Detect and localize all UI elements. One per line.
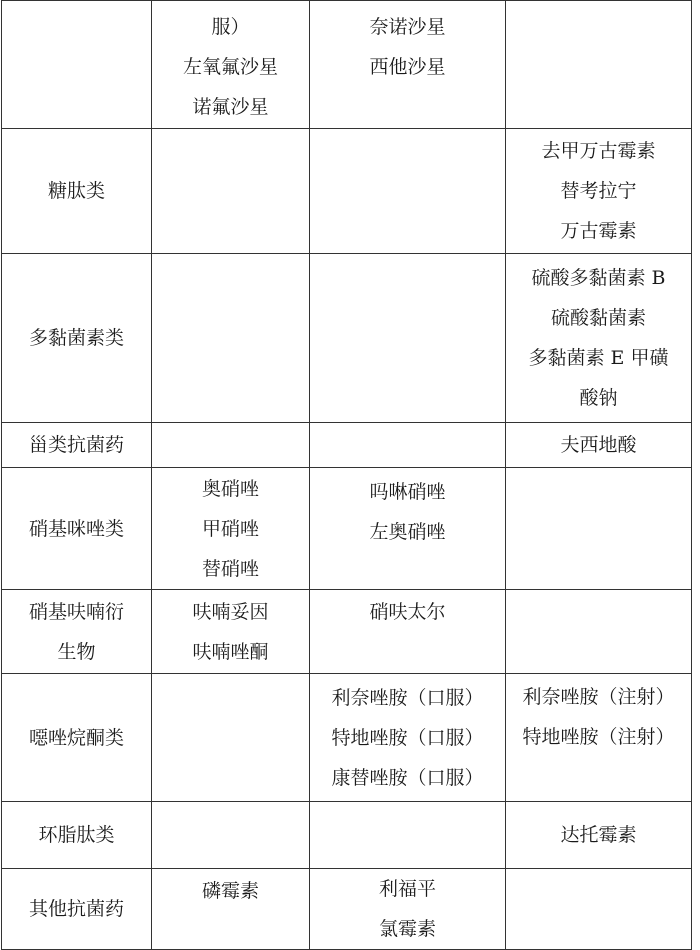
drug-name: 替硝唑 [201, 557, 259, 580]
drug-name: 奥硝唑 [201, 477, 259, 500]
drug-list-cell [310, 129, 506, 254]
drug-name: 西他沙星 [369, 56, 446, 78]
drug-name: 左奥硝唑 [369, 521, 446, 543]
drug-list-cell [310, 423, 506, 468]
drug-name: 达托霉素 [560, 824, 637, 846]
drug-name: 诺氟沙星 [192, 96, 269, 118]
drug-name: 利奈唑胺（注射） [522, 686, 675, 708]
drug-list-cell [310, 869, 506, 950]
category-label: 多黏菌素类 [28, 327, 124, 349]
table-row [2, 802, 692, 869]
category-cell [2, 590, 152, 674]
drug-list-cell [506, 869, 692, 950]
drug-name: 硝呋太尔 [369, 601, 446, 623]
category-label: 噁唑烷酮类 [28, 726, 124, 749]
category-cell [2, 468, 152, 590]
table-row [2, 468, 692, 590]
drug-name: 左氧氟沙星 [182, 56, 278, 78]
drug-list-cell [152, 590, 310, 674]
table-row [2, 129, 692, 254]
category-label: 硝基咪唑类 [28, 517, 124, 540]
drug-name: 去甲万古霉素 [541, 140, 656, 162]
category-label: 其他抗菌药 [28, 898, 124, 920]
drug-list-cell [506, 129, 692, 254]
category-label: 糖肽类 [47, 180, 105, 202]
drug-list-cell [506, 254, 692, 423]
drug-list-cell [310, 590, 506, 674]
drug-name: 吗啉硝唑 [369, 481, 446, 503]
drug-name: 特地唑胺（口服） [331, 726, 484, 749]
drug-list-cell [506, 423, 692, 468]
category-label: 硝基呋喃衍 [28, 600, 124, 623]
drug-name: 酸钠 [579, 387, 618, 409]
drug-name: 夫西地酸 [560, 434, 637, 456]
table-row [2, 423, 692, 468]
category-cell [2, 254, 152, 423]
drug-list-cell [152, 468, 310, 590]
category-cell [2, 802, 152, 869]
drug-list-cell [152, 254, 310, 423]
drug-name: 康替唑胺（口服） [331, 766, 484, 789]
drug-name: 磷霉素 [201, 880, 259, 902]
drug-classification-table [1, 0, 692, 950]
table-row [2, 254, 692, 423]
drug-name: 硫酸多黏菌素 B [531, 267, 666, 289]
category-cell [2, 674, 152, 802]
drug-name: 甲硝唑 [201, 517, 259, 540]
drug-list-cell [152, 129, 310, 254]
drug-name: 替考拉宁 [560, 180, 637, 202]
drug-name: 利奈唑胺（口服） [331, 686, 484, 709]
drug-name: 呋喃妥因 [192, 600, 269, 623]
drug-name: 氯霉素 [378, 918, 436, 940]
category-cell [2, 129, 152, 254]
drug-list-cell [310, 674, 506, 802]
category-cell [2, 869, 152, 950]
drug-list-cell [310, 254, 506, 423]
drug-name: 特地唑胺（注射） [522, 726, 675, 748]
drug-list-cell [506, 802, 692, 869]
drug-list-cell [152, 802, 310, 869]
drug-list-cell [310, 802, 506, 869]
category-cell [2, 1, 152, 129]
drug-list-cell [506, 468, 692, 590]
drug-name: 硫酸黏菌素 [550, 307, 646, 329]
table-row [2, 590, 692, 674]
category-cell [2, 423, 152, 468]
table-row [2, 869, 692, 950]
category-label: 生物 [57, 640, 96, 663]
drug-name: 利福平 [378, 878, 436, 900]
drug-list-cell [152, 674, 310, 802]
drug-list-cell [310, 1, 506, 129]
drug-name: 呋喃唑酮 [192, 640, 269, 663]
drug-list-cell [506, 1, 692, 129]
drug-list-cell [152, 1, 310, 129]
table-row [2, 1, 692, 129]
category-label: 环脂肽类 [38, 824, 115, 846]
drug-list-cell [506, 590, 692, 674]
category-label: 甾类抗菌药 [28, 434, 124, 456]
drug-name: 服） [211, 16, 250, 38]
drug-list-cell [152, 423, 310, 468]
table-row [2, 674, 692, 802]
drug-name: 奈诺沙星 [369, 16, 446, 38]
drug-name: 万古霉素 [560, 220, 637, 242]
drug-list-cell [152, 869, 310, 950]
drug-name: 多黏菌素 E 甲磺 [528, 347, 669, 369]
drug-list-cell [506, 674, 692, 802]
drug-list-cell [310, 468, 506, 590]
